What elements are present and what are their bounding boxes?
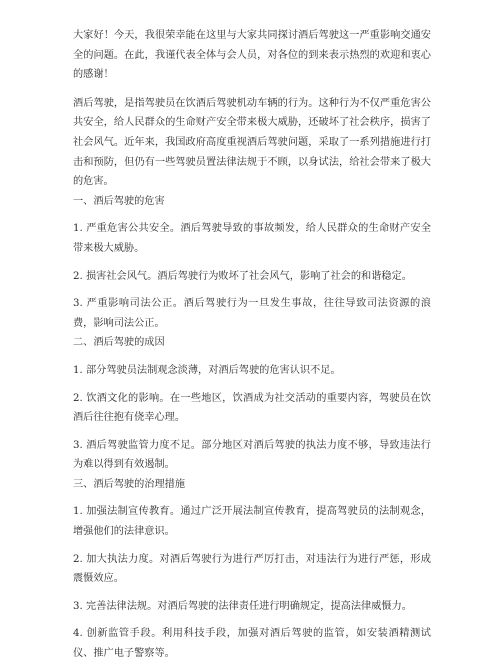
list-item: 1. 加强法制宣传教育。通过广泛开展法制宣传教育，提高驾驶员的法制观念，增强他们的法律意识。 — [73, 506, 431, 538]
section-heading-causes: 二、酒后驾驶的成因 — [73, 337, 165, 349]
list-item: 3. 完善法律法规。对酒后驾驶的法律责任进行明确规定，提高法律威慑力。 — [73, 600, 412, 612]
list-item: 3. 酒后驾驶监管力度不足。部分地区对酒后驾驶的执法力度不够，导致违法行为难以得到有效遏制。 — [73, 439, 431, 471]
list-item: 2. 饮酒文化的影响。在一些地区，饮酒成为社交活动的重要内容，驾驶员在饮酒后往往抱有侥幸心理。 — [73, 392, 431, 424]
section-heading-measures: 三、酒后驾驶的治理措施 — [73, 478, 186, 490]
section-heading-harms: 一、酒后驾驶的危害 — [73, 195, 165, 207]
list-item: 4. 创新监管手段。利用科技手段，加强对酒后驾驶的监管，如安装酒精测试仪、推广电子警察等。 — [73, 628, 431, 660]
list-item: 2. 损害社会风气。酒后驾驶行为败坏了社会风气，影响了社会的和谐稳定。 — [73, 270, 412, 282]
list-item: 1. 部分驾驶员法制观念淡薄，对酒后驾驶的危害认识不足。 — [73, 364, 341, 376]
list-item: 1. 严重危害公共安全。酒后驾驶导致的事故频发，给人民群众的生命财产安全带来极大威胁。 — [73, 223, 431, 254]
list-item: 2. 加大执法力度。对酒后驾驶行为进行严厉打击，对违法行为进行严惩，形成震慑效应。 — [73, 553, 431, 585]
definition-paragraph: 酒后驾驶，是指驾驶员在饮酒后驾驶机动车辆的行为。这种行为不仅严重危害公共安全，给人民群众的生命财产安全带来极大威胁，还破坏了社会秩序，损害了社会风气。近年来，我国政府高度重视酒后驾驶问题，采取了一系列措施进行打击和预防，但仍有一些驾驶员置法律法规于不顾，以身试法，给社会带来了极大的危害。 — [73, 97, 431, 188]
list-item: 3. 严重影响司法公正。酒后驾驶行为一旦发生事故，往往导致司法资源的浪费，影响司法公正。 — [73, 298, 431, 329]
document-page — [73, 26, 431, 664]
intro-paragraph: 大家好！今天，我很荣幸能在这里与大家共同探讨酒后驾驶这一严重影响交通安全的问题。在此，我谨代表全体与会人员，对各位的到来表示热烈的欢迎和衷心的感谢！ — [73, 30, 431, 81]
